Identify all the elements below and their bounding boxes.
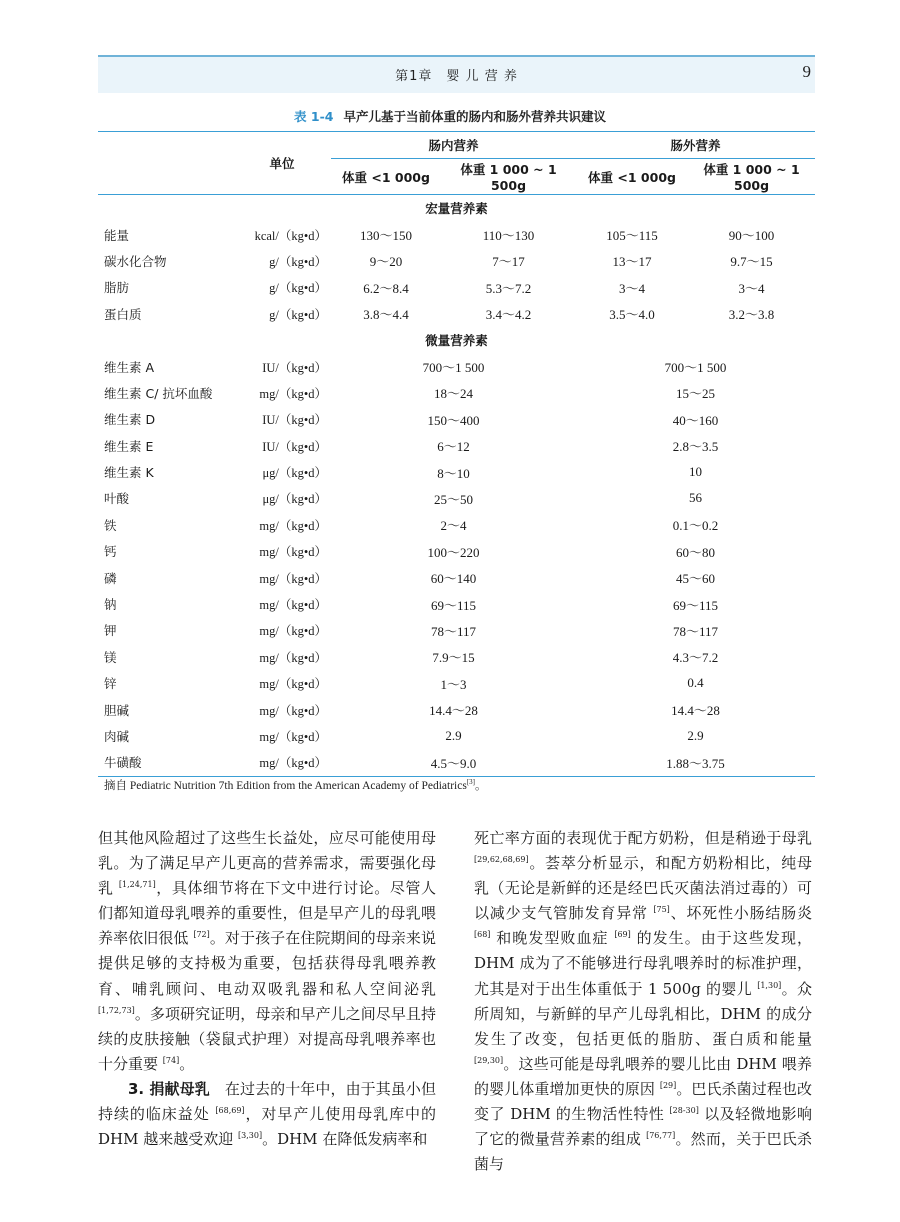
nutrient-value: 3.2～3.8 xyxy=(728,307,775,323)
table-title: 早产儿基于当前体重的肠内和肠外营养共识建议 xyxy=(343,109,606,124)
table-row xyxy=(98,433,815,459)
table-row xyxy=(98,723,815,749)
parenteral-value: 0.1～0.2 xyxy=(672,518,719,534)
nutrient-value: 3～4 xyxy=(619,280,646,296)
enteral-value: 2.9 xyxy=(445,728,462,743)
enteral-value: 14.4～28 xyxy=(429,703,478,719)
citation: [29,62,68,69] xyxy=(474,855,529,865)
nutrient-value: 3～4 xyxy=(738,280,765,296)
text-run: 。多项研究证明，母亲和早产儿之间尽早且持续的皮肤接触（袋鼠式护理）对提高母乳喂养率也十分重要 xyxy=(98,1004,436,1073)
table-row xyxy=(98,485,815,511)
parenteral-value: 60～80 xyxy=(676,544,716,560)
enteral-value: 4.5～9.0 xyxy=(430,755,477,771)
nutrient-unit: mg/（kg•d） xyxy=(259,730,327,744)
text-run: 的发生。由于这些发现，DHM 成为了不能够进行母乳喂养时的标准护理，尤其是对于出生体重低于 1 500g 的婴儿 xyxy=(474,929,812,998)
enteral-header: 肠内营养 xyxy=(331,132,576,159)
table-row xyxy=(98,591,815,617)
enteral-value: 60～140 xyxy=(430,571,477,587)
citation: [76,77] xyxy=(646,1131,676,1141)
nutrient-unit: g/（kg•d） xyxy=(269,307,327,322)
nutrient-unit: mg/（kg•d） xyxy=(259,386,327,401)
nutrient-name: 叶酸 xyxy=(104,491,130,507)
citation: [29] xyxy=(659,1080,677,1090)
nutrient-name: 碳水化合物 xyxy=(104,253,167,269)
parenteral-value: 1.88～3.75 xyxy=(666,755,725,771)
nutrient-unit: μg/（kg•d） xyxy=(262,466,327,481)
table-row xyxy=(98,353,815,379)
body-column-right xyxy=(474,826,812,1177)
nutrient-value: 9～20 xyxy=(369,254,403,270)
parenteral-value: 78～117 xyxy=(673,623,719,639)
unit-header: 单位 xyxy=(233,132,331,195)
citation: [1,24,71] xyxy=(118,880,156,890)
nutrient-value: 90～100 xyxy=(728,228,775,244)
citation: [29,30] xyxy=(474,1055,504,1065)
table-row xyxy=(98,248,815,274)
table-caption xyxy=(0,107,900,125)
table-row xyxy=(98,564,815,590)
text-run: 。这些可能是母乳喂养的婴儿比由 DHM 喂养的婴儿体重增加更快的原因 xyxy=(474,1054,812,1098)
citation: [3,30] xyxy=(238,1131,263,1141)
text-run: 。然而，关于巴氏杀菌与 xyxy=(474,1130,812,1174)
table-row xyxy=(98,274,815,300)
citation: [1,72,73] xyxy=(98,1005,135,1015)
nutrient-name: 脂肪 xyxy=(104,280,130,296)
section-row-macro xyxy=(98,195,815,222)
enteral-value: 1～3 xyxy=(440,676,467,692)
parenteral-value: 45～60 xyxy=(676,571,716,587)
nutrient-name: 牛磺酸 xyxy=(104,755,142,771)
text-run: 。巴氏杀菌过程也改变了 DHM 的生物活性特性 xyxy=(474,1079,812,1124)
parenteral-value: 15～25 xyxy=(676,386,716,402)
table-row xyxy=(98,406,815,432)
nutrient-value: 110～130 xyxy=(482,228,535,244)
nutrient-name: 钙 xyxy=(104,544,117,560)
nutrient-name: 蛋白质 xyxy=(104,306,142,322)
table-row xyxy=(98,221,815,247)
nutrient-name: 维生素 A xyxy=(104,359,155,375)
parenteral-value: 69～115 xyxy=(673,597,719,613)
text-run: 。DHM 在降低发病率和 xyxy=(262,1130,428,1149)
section-title: 微量营养素 xyxy=(425,333,488,349)
body-column-left xyxy=(98,826,436,1152)
source-period: 。 xyxy=(474,780,487,792)
text-run: 但其他风险超过了这些生长益处，应尽可能使用母乳。为了满足早产儿更高的营养需求，需要强化母乳 xyxy=(98,829,436,898)
enteral-value: 18～24 xyxy=(434,386,474,402)
nutrient-name: 锌 xyxy=(104,676,117,692)
enteral-1000-1500-header: 体重 1 000 ~ 1 500g xyxy=(441,159,576,195)
nutrient-unit: kcal/（kg•d） xyxy=(254,228,327,243)
table-row xyxy=(98,696,815,722)
paragraph xyxy=(98,826,436,1077)
nutrient-unit: mg/（kg•d） xyxy=(259,518,327,533)
nutrient-unit: mg/（kg•d） xyxy=(259,624,327,639)
nutrient-name: 镁 xyxy=(104,649,117,665)
enteral-value: 100～220 xyxy=(427,544,480,560)
parenteral-value: 14.4～28 xyxy=(671,703,720,719)
text-run: ，对早产儿使用母乳库中的 DHM 越来越受欢迎 xyxy=(98,1105,436,1149)
nutrient-name: 铁 xyxy=(104,517,117,533)
paragraph xyxy=(98,1077,436,1152)
enteral-lt1000-header: 体重 <1 000g xyxy=(331,159,441,195)
text-run: 死亡率方面的表现优于配方奶粉，但是稍逊于母乳 xyxy=(474,829,812,847)
nutrition-table xyxy=(98,131,815,777)
nutrient-value: 105～115 xyxy=(606,228,658,244)
parenteral-value: 700～1 500 xyxy=(664,360,727,376)
nutrient-value: 9.7～15 xyxy=(730,254,773,270)
table-row xyxy=(98,617,815,643)
text-run: 。众所周知，与新鲜的早产儿母乳相比，DHM 的成分发生了改变，包括更低的脂肪、蛋白质和能量 xyxy=(474,979,812,1048)
table-row xyxy=(98,380,815,406)
nutrient-value: 5.3～7.2 xyxy=(485,280,532,296)
nutrient-value: 3.5～4.0 xyxy=(609,307,655,323)
nutrient-name: 肉碱 xyxy=(104,729,130,744)
text-run: 在过去的十年中，由于其虽小但持续的临床益处 xyxy=(98,1079,436,1124)
nutrient-value: 7～17 xyxy=(492,254,525,270)
source-text: 摘自 Pediatric Nutrition 7th Edition from the American Academy of Pediatrics xyxy=(104,780,467,792)
text-run: 和晚发型败血症 xyxy=(490,929,615,948)
nutrient-name: 胆碱 xyxy=(104,702,130,718)
paragraph xyxy=(474,826,812,1177)
enteral-value: 8～10 xyxy=(437,465,470,481)
citation: [72] xyxy=(193,930,210,940)
table-row xyxy=(98,459,815,485)
text-run: 。对于孩子在住院期间的母亲来说提供足够的支持极为重要，包括获得母乳喂养教育、哺乳顾问、电动双吸乳器和私人空间泌乳 xyxy=(98,929,436,998)
enteral-value: 69～115 xyxy=(430,597,477,613)
nutrient-value: 6.2～8.4 xyxy=(363,280,409,296)
section-title: 宏量营养素 xyxy=(425,201,488,217)
table-row xyxy=(98,749,815,776)
nutrient-value: 130～150 xyxy=(359,228,412,244)
nutrient-name: 钾 xyxy=(104,623,117,639)
citation: [68,69] xyxy=(215,1106,245,1116)
parenteral-value: 2.8～3.5 xyxy=(672,439,719,455)
table-row xyxy=(98,301,815,327)
parenteral-1000-1500-header: 体重 1 000 ~ 1 500g xyxy=(688,159,815,195)
nutrient-unit: mg/（kg•d） xyxy=(259,756,327,771)
nutrient-unit: mg/（kg•d） xyxy=(259,677,327,692)
running-header xyxy=(98,55,815,93)
section-row-micro xyxy=(98,327,815,353)
text-run: 。荟萃分析显示，和配方奶粉相比，纯母乳（无论是新鲜的还是经巴氏灭菌法消过毒的）可以减少支气管肺发育异常 xyxy=(474,854,812,923)
table-row xyxy=(98,512,815,538)
text-run: 以及轻微地影响了它的微量营养素的组成 xyxy=(474,1105,812,1149)
enteral-value: 78～117 xyxy=(430,623,477,639)
enteral-value: 700～1 500 xyxy=(422,360,485,376)
table-source-note xyxy=(104,777,486,793)
table-row xyxy=(98,538,815,564)
parenteral-header: 肠外营养 xyxy=(576,132,815,159)
text-run: ，具体细节将在下文中进行讨论。尽管人们都知道母乳喂养的重要性，但是早产儿的母乳喂养率依旧很低 xyxy=(98,879,436,948)
table-row xyxy=(98,670,815,696)
nutrient-unit: IU/（kg•d） xyxy=(262,360,327,375)
nutrient-unit: mg/（kg•d） xyxy=(259,545,327,560)
table-number: 表 1-4 xyxy=(294,109,334,124)
page-number: 9 xyxy=(802,62,811,81)
nutrient-value: 3.8～4.4 xyxy=(363,307,409,323)
enteral-value: 25～50 xyxy=(434,491,474,507)
parenteral-lt1000-header: 体重 <1 000g xyxy=(576,159,688,195)
citation: [69] xyxy=(614,930,631,940)
nutrient-name: 维生素 C/ 抗坏血酸 xyxy=(104,385,213,401)
nutrient-unit: mg/（kg•d） xyxy=(259,571,327,586)
nutrient-unit: mg/（kg•d） xyxy=(259,598,327,613)
nutrient-unit: IU/（kg•d） xyxy=(262,439,327,454)
enteral-value: 150～400 xyxy=(427,412,480,428)
parenteral-value: 40～160 xyxy=(672,412,719,428)
nutrient-name: 钠 xyxy=(104,597,117,613)
nutrient-name: 能量 xyxy=(104,227,130,243)
nutrient-unit: μg/（kg•d） xyxy=(262,492,327,507)
nutrition-table-container xyxy=(98,131,815,777)
source-citation: [3] xyxy=(466,778,475,787)
nutrient-unit: mg/（kg•d） xyxy=(259,703,327,718)
text-run: 。 xyxy=(179,1054,195,1073)
parenteral-value: 0.4 xyxy=(687,675,704,691)
enteral-value: 2～4 xyxy=(440,518,467,534)
nutrient-unit: g/（kg•d） xyxy=(269,281,327,296)
nutrient-unit: IU/（kg•d） xyxy=(262,413,327,428)
enteral-value: 6～12 xyxy=(437,439,470,455)
citation: [1,30] xyxy=(757,980,782,990)
citation: [75] xyxy=(653,905,670,915)
nutrient-name: 磷 xyxy=(104,570,117,586)
nutrient-name: 维生素 E xyxy=(104,438,154,454)
parenteral-value: 2.9 xyxy=(687,728,704,743)
nutrient-name: 维生素 D xyxy=(104,412,156,428)
parenteral-value: 56 xyxy=(689,490,703,506)
nutrient-name: 维生素 K xyxy=(104,465,154,481)
citation: [68] xyxy=(474,930,491,940)
enteral-value: 7.9～15 xyxy=(432,650,475,666)
parenteral-value: 10 xyxy=(689,464,703,480)
section-heading: 3. 捐献母乳 xyxy=(128,1079,210,1098)
citation: [28-30] xyxy=(669,1106,699,1116)
nutrient-value: 3.4～4.2 xyxy=(485,307,532,323)
nutrient-unit: mg/（kg•d） xyxy=(259,650,327,665)
nutrient-unit: g/（kg•d） xyxy=(269,254,327,269)
citation: [74] xyxy=(162,1055,180,1065)
text-run: 、坏死性小肠结肠炎 xyxy=(669,904,812,923)
nutrient-value: 13～17 xyxy=(612,254,652,270)
chapter-title: 第1章 婴 儿 营 养 xyxy=(395,69,518,84)
table-row xyxy=(98,644,815,670)
parenteral-value: 4.3～7.2 xyxy=(672,650,719,666)
